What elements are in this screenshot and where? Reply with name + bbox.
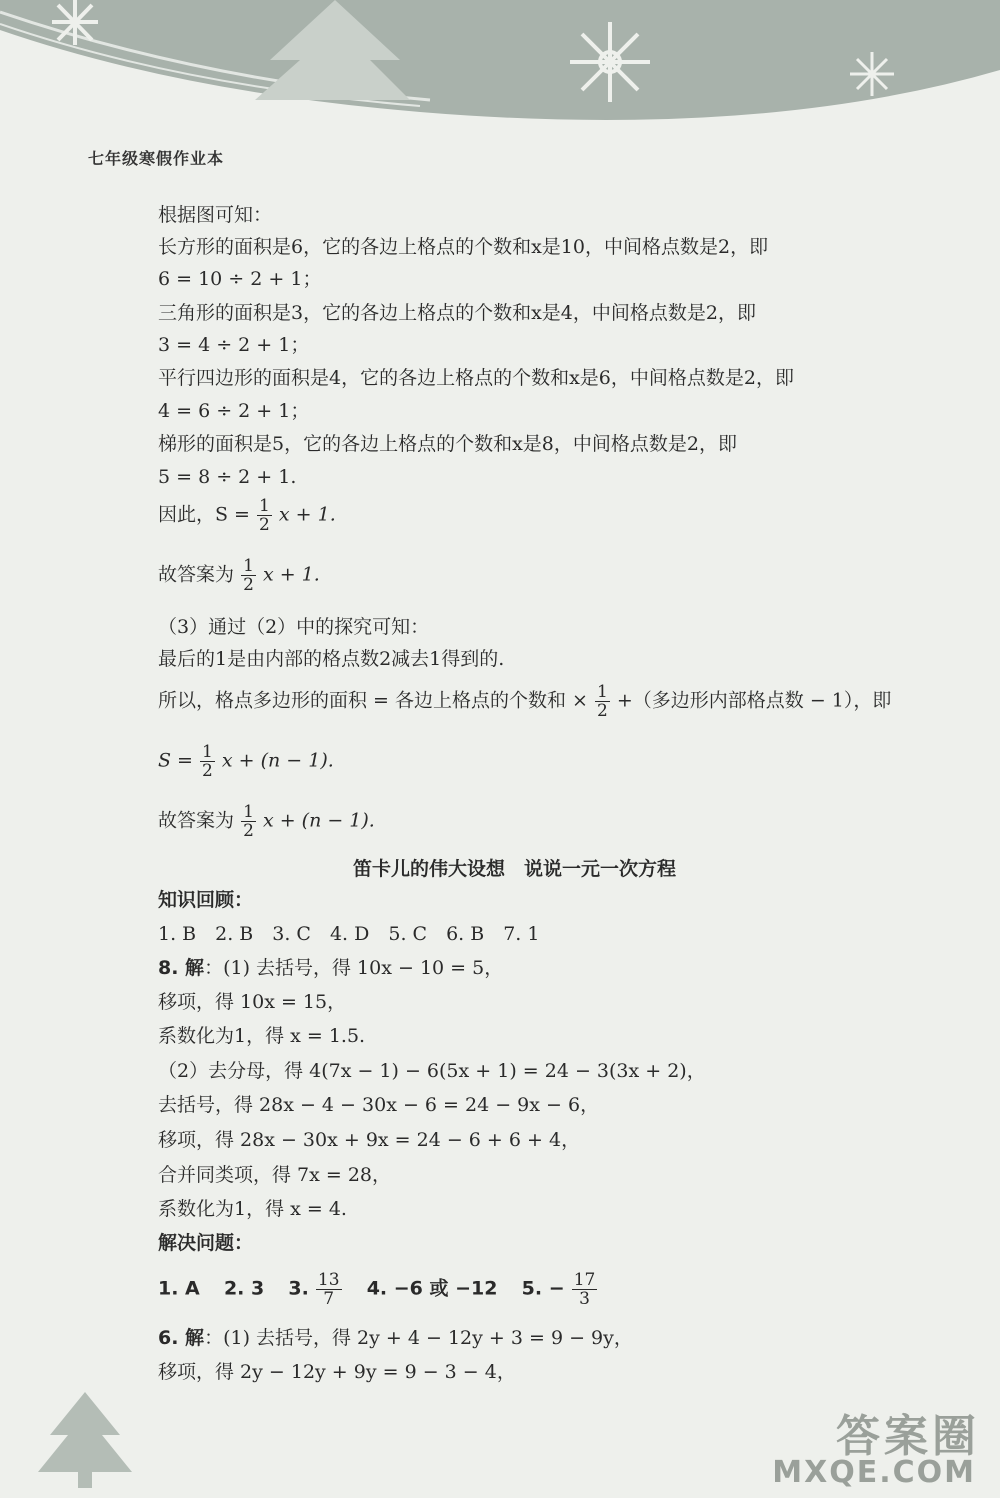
- formula-suffix: x + 1.: [278, 503, 336, 526]
- fraction-denominator: 2: [259, 515, 270, 535]
- fraction: [316, 1271, 342, 1308]
- fraction-denominator: 2: [202, 761, 213, 781]
- fraction-denominator: 2: [243, 821, 254, 841]
- fraction: [257, 497, 272, 534]
- answer-item: 4. −6 或 −12: [366, 1277, 498, 1300]
- solution-line: 系数化为1，得 x = 4.: [158, 1198, 347, 1220]
- answer-list: [158, 1271, 598, 1308]
- solution-line: 去括号，得 28x − 4 − 30x − 6 = 24 − 9x − 6，: [158, 1094, 600, 1116]
- text-line: 平行四边形的面积是4，它的各边上格点的个数和x是6，中间格点数是2，即: [158, 367, 794, 389]
- solution-line: [158, 956, 503, 980]
- equation-line: 6 = 10 ÷ 2 + 1；: [158, 268, 322, 290]
- fraction-numerator: 1: [202, 742, 213, 762]
- fraction: [241, 557, 256, 594]
- text-line: 三角形的面积是3，它的各边上格点的个数和x是4，中间格点数是2，即: [158, 302, 756, 324]
- section-label: 解决问题：: [158, 1232, 254, 1254]
- fraction: [241, 803, 256, 840]
- formula-suffix: x + (n − 1).: [262, 809, 375, 832]
- watermark-logo: [772, 1400, 990, 1490]
- header-banner: [0, 0, 1000, 140]
- formula-line: [158, 743, 334, 780]
- question-label: 6. 解: [158, 1327, 205, 1349]
- fraction-numerator: 1: [243, 556, 254, 576]
- answer-item: 2. 3: [223, 1277, 265, 1300]
- solution-line: 系数化为1，得 x = 1.5.: [158, 1025, 366, 1047]
- fraction-numerator: 1: [259, 496, 270, 516]
- formula-line: [158, 683, 891, 720]
- snowflake-icon: [52, 0, 98, 45]
- solution-line: 合并同类项，得 7x = 28，: [158, 1164, 392, 1186]
- text-line: 梯形的面积是5，它的各边上格点的个数和x是8，中间格点数是2，即: [158, 433, 737, 455]
- equation-line: 5 = 8 ÷ 2 + 1.: [158, 466, 297, 488]
- text-line: 最后的1是由内部的格点数2减去1得到的.: [158, 648, 505, 670]
- text-line: 长方形的面积是6，它的各边上格点的个数和x是10，中间格点数是2，即: [158, 236, 769, 258]
- formula-line: [158, 557, 320, 594]
- formula-line: [158, 497, 336, 534]
- equation-line: 3 = 4 ÷ 2 + 1；: [158, 334, 310, 356]
- answer-item-label: 5. −: [521, 1277, 565, 1300]
- watermark-text: 答案圈: [836, 1411, 980, 1462]
- fraction-numerator: 1: [597, 682, 608, 702]
- formula-suffix: x + 1.: [262, 563, 320, 586]
- formula-prefix: 故答案为: [158, 563, 235, 586]
- series-title: 七年级寒假作业本: [88, 149, 225, 168]
- question-label: 8. 解: [158, 957, 205, 979]
- fraction-denominator: 2: [243, 575, 254, 595]
- text-line: （3）通过（2）中的探究可知：: [158, 616, 430, 638]
- snowflake-icon: [570, 22, 650, 102]
- section-title: 笛卡儿的伟大设想 说说一元一次方程: [353, 858, 677, 880]
- solution-line: 移项，得 28x − 30x + 9x = 24 − 6 + 6 + 4，: [158, 1129, 581, 1151]
- solution-line: 移项，得 2y − 12y + 9y = 9 − 3 − 4，: [158, 1361, 516, 1383]
- solution-line: 移项，得 10x = 15，: [158, 991, 347, 1013]
- fraction-numerator: 17: [573, 1270, 596, 1290]
- formula-prefix: S =: [158, 749, 193, 772]
- fraction-denominator: 3: [579, 1289, 590, 1309]
- solution-line: （2）去分母，得 4(7x − 1) − 6(5x + 1) = 24 − 3(3x + 2)，: [158, 1060, 706, 1082]
- formula-suffix: x + (n − 1).: [221, 749, 334, 772]
- fraction-numerator: 13: [317, 1270, 340, 1290]
- fraction-numerator: 1: [243, 802, 254, 822]
- formula-line: [158, 803, 375, 840]
- fraction: [200, 743, 215, 780]
- fraction: [595, 683, 610, 720]
- formula-suffix: +（多边形内部格点数 − 1），即: [616, 689, 892, 712]
- equation-line: 4 = 6 ÷ 2 + 1；: [158, 400, 310, 422]
- formula-prefix: 故答案为: [158, 809, 235, 832]
- answer-list: 1. B 2. B 3. C 4. D 5. C 6. B 7. 1: [158, 923, 540, 945]
- solution-line: [158, 1326, 633, 1350]
- formula-prefix: 因此，S =: [158, 503, 250, 526]
- fraction-denominator: 7: [323, 1289, 335, 1309]
- solution-text: ：(1) 去括号，得 10x − 10 = 5，: [204, 957, 504, 979]
- tree-icon: [30, 1390, 140, 1490]
- answer-item-label: 3.: [288, 1277, 309, 1300]
- solution-text: ：(1) 去括号，得 2y + 4 − 12y + 3 = 9 − 9y，: [204, 1327, 633, 1349]
- section-label: 知识回顾：: [158, 889, 254, 911]
- watermark-url: MXQE.COM: [772, 1455, 976, 1490]
- fraction: [572, 1271, 598, 1308]
- answer-item: 1. A: [158, 1277, 200, 1300]
- text-line: 根据图可知：: [158, 204, 273, 226]
- fraction-denominator: 2: [597, 701, 608, 721]
- formula-prefix: 所以，格点多边形的面积 = 各边上格点的个数和 ×: [158, 689, 588, 712]
